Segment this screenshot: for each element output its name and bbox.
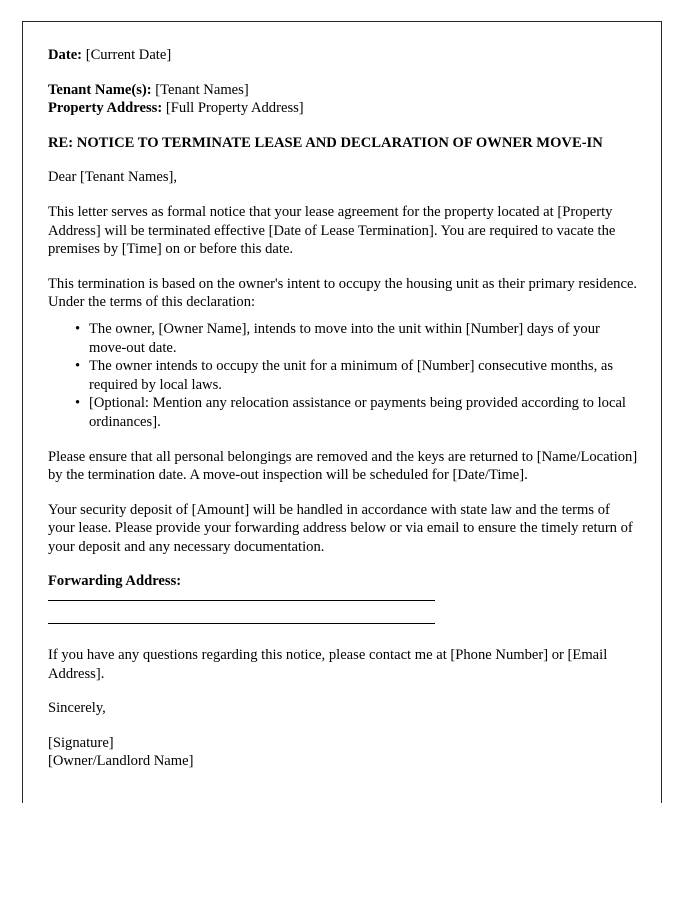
forwarding-address-heading: Forwarding Address: xyxy=(48,573,182,590)
owner-landlord-name: [Owner/Landlord Name] xyxy=(48,753,194,770)
date-block xyxy=(48,46,640,65)
property-address-value: [Full Property Address] xyxy=(165,100,304,117)
property-address-line xyxy=(48,99,640,118)
tenant-name-line xyxy=(48,81,640,100)
list-item: • The owner intends to occupy the unit for a minimum of [Number] consecutive months, as required by local laws. xyxy=(89,357,640,394)
document-page-frame xyxy=(22,21,662,803)
paragraph-notice: This letter serves as formal notice that your lease agreement for the property located at [Property Address] will be terminated effective [Date of Lease Termination]. You are required to vacate the premises by [Time] on or before this date. xyxy=(48,203,616,258)
property-address-label: Property Address: xyxy=(48,100,163,117)
date-line xyxy=(48,46,640,65)
date-value: [Current Date] xyxy=(85,47,172,63)
paragraph-deposit: Your security deposit of [Amount] will be handled in accordance with state law and the terms of your lease. Please provide your forwarding address below or via email to ensure the timely return of your deposit and any necessary documentation. xyxy=(48,501,633,555)
date-label: Date: xyxy=(48,47,83,63)
paragraph-belongings: Please ensure that all personal belongings are removed and the keys are returned to [Name/Location] by the termination date. A move-out inspection will be scheduled for [Date/Time]. xyxy=(48,448,638,484)
signature-block xyxy=(48,734,640,771)
list-item: • [Optional: Mention any relocation assistance or payments being provided according to local ordinances]. xyxy=(89,394,640,431)
declaration-bullet-list xyxy=(48,320,640,432)
signature-placeholder: [Signature] xyxy=(48,734,114,751)
forwarding-address-line-gap xyxy=(48,601,640,623)
tenant-name-label: Tenant Name(s): xyxy=(48,81,152,98)
paragraph-questions: If you have any questions regarding this notice, please contact me at [Phone Number] or [Email Address]. xyxy=(48,647,608,682)
document-body xyxy=(48,46,640,787)
forwarding-address-fields xyxy=(48,600,640,624)
forwarding-address-line-2[interactable] xyxy=(48,623,435,624)
subject-heading: RE: NOTICE TO TERMINATE LEASE AND DECLARATION OF OWNER MOVE-IN xyxy=(48,134,603,151)
paragraph-basis: This termination is based on the owner's intent to occupy the housing unit as their primary residence. Under the terms of this declaration: xyxy=(48,275,638,311)
salutation: Dear [Tenant Names], xyxy=(48,169,178,186)
list-item: • The owner, [Owner Name], intends to move into the unit within [Number] days of your move-out date. xyxy=(89,320,640,357)
valediction: Sincerely, xyxy=(48,700,106,717)
tenant-name-value: [Tenant Names] xyxy=(155,81,249,98)
list-spacer xyxy=(48,312,640,320)
recipient-block xyxy=(48,81,640,118)
